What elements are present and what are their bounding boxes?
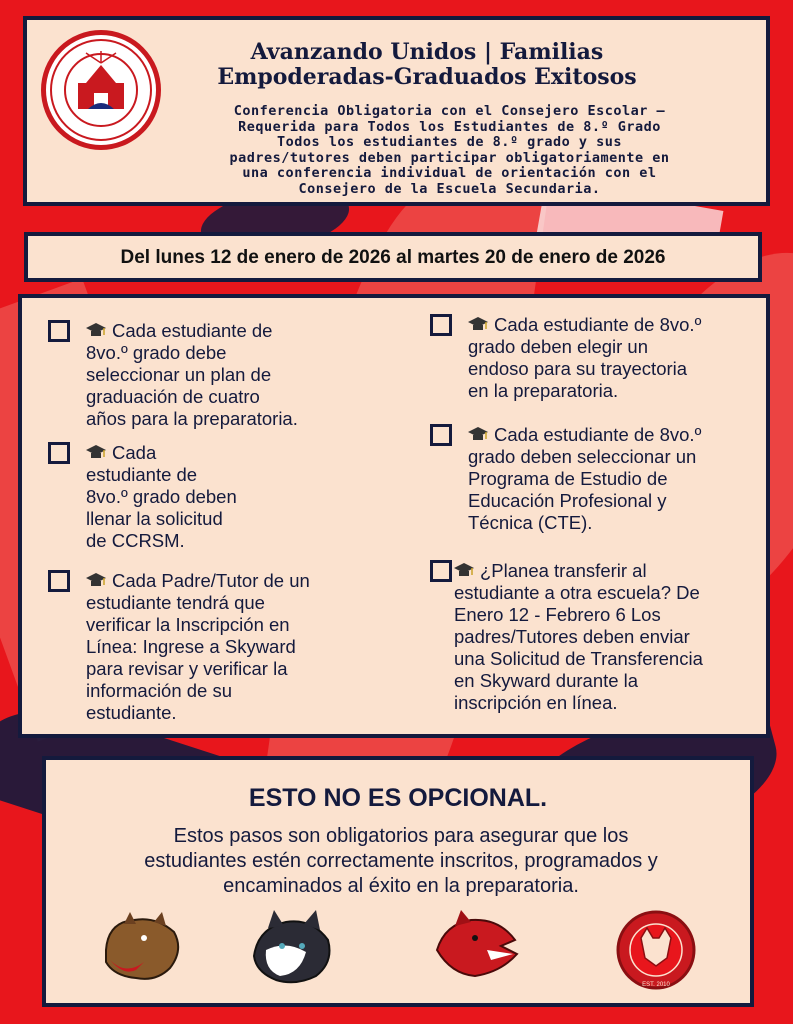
checklist-line: una Solicitud de Transferencia: [454, 648, 703, 669]
checklist-item: [86, 442, 366, 552]
checklist-line: 8vo.º grado debe: [86, 342, 227, 363]
checklist-line: graduación de cuatro: [86, 386, 260, 407]
checklist-text: Cada estudiante de: [112, 320, 273, 341]
checklist-line: 8vo.º grado deben: [86, 486, 237, 507]
checklist-line: seleccionar un plan de: [86, 364, 272, 385]
checklist-line: años para la preparatoria.: [86, 408, 298, 429]
subtitle-line: padres/tutores deben participar obligatoriamente en: [229, 149, 670, 166]
checklist-line: verificar la Inscripción en: [86, 614, 290, 635]
checklist-item: [86, 320, 366, 430]
checklist-panel: [18, 294, 770, 738]
graduation-cap-icon: [468, 427, 488, 443]
checklist-line: Técnica (CTE).: [468, 512, 593, 533]
title-line: Empoderadas-Graduados Exitosos: [217, 64, 637, 90]
checklist-line: [468, 314, 758, 336]
checklist-line: [86, 570, 376, 592]
checklist-line: de CCRSM.: [86, 530, 185, 551]
checkbox[interactable]: [48, 320, 70, 342]
subtitle-text: [167, 104, 732, 197]
header-panel: [23, 16, 770, 206]
checklist-text: ¿Planea transferir al: [480, 560, 647, 581]
checklist-line: Enero 12 - Febrero 6 Los: [454, 604, 661, 625]
footer-panel: [42, 756, 754, 1007]
subtitle-line: Requerida para Todos los Estudiantes de 8.º Grado: [238, 118, 661, 135]
checklist-item: [468, 424, 763, 534]
graduation-cap-icon: [86, 573, 106, 589]
checklist-line: información de su: [86, 680, 233, 701]
early-college-badge-logo: [611, 910, 701, 990]
checklist-line: Educación Profesional y: [468, 490, 667, 511]
checklist-line: endoso para su trayectoria: [468, 358, 688, 379]
footer-body: [86, 824, 716, 899]
checklist-line: Programa de Estudio de: [468, 468, 668, 489]
checklist-text: Cada estudiante de 8vo.º: [494, 424, 702, 445]
checklist-line: para revisar y verificar la: [86, 658, 288, 679]
checklist-line: estudiante.: [86, 702, 177, 723]
footer-line: estudiantes estén correctamente inscritos, programados y: [144, 850, 658, 872]
checklist-line: inscripción en línea.: [454, 692, 618, 713]
checklist-item: [454, 560, 760, 714]
checklist-line: llenar la solicitud: [86, 508, 223, 529]
title-line: Avanzando Unidos | Familias: [250, 39, 604, 65]
checklist-line: estudiante tendrá que: [86, 592, 265, 613]
checklist-line: grado deben elegir un: [468, 336, 649, 357]
footer-line: encaminados al éxito en la preparatoria.: [223, 875, 579, 897]
checkbox[interactable]: [48, 442, 70, 464]
subtitle-line: Conferencia Obligatoria con el Consejero Escolar –: [233, 103, 666, 119]
checklist-item: [86, 570, 376, 724]
footer-heading: ESTO NO ES OPCIONAL.: [248, 784, 548, 812]
bear-mascot-logo: [96, 910, 186, 990]
subtitle-line: Todos los estudiantes de 8.º grado y sus: [276, 134, 623, 150]
subtitle-line: Consejero de la Escuela Secundaria.: [298, 180, 601, 197]
checkbox[interactable]: [430, 424, 452, 446]
graduation-cap-icon: [86, 323, 106, 339]
checklist-line: [468, 424, 763, 446]
checkbox[interactable]: [48, 570, 70, 592]
page-title: [177, 40, 677, 90]
checklist-line: en Skyward durante la: [454, 670, 639, 691]
graduation-cap-icon: [454, 563, 474, 579]
date-range-text: Del lunes 12 de enero de 2026 al martes 20 de enero de 2026: [120, 247, 666, 268]
checklist-line: en la preparatoria.: [468, 380, 619, 401]
checklist-line: padres/Tutores deben enviar: [454, 626, 690, 647]
checklist-line: grado deben seleccionar un: [468, 446, 697, 467]
district-seal-logo: [41, 30, 161, 150]
wolf-mascot-logo: [431, 910, 521, 990]
checklist-line: estudiante de: [86, 464, 198, 485]
checklist-line: Línea: Ingrese a Skyward: [86, 636, 296, 657]
checkbox[interactable]: [430, 560, 452, 582]
checklist-line: [86, 442, 366, 464]
subtitle-line: una conferencia individual de orientación con el: [242, 165, 657, 181]
checklist-text: Cada Padre/Tutor de un: [112, 570, 310, 591]
checklist-line: [454, 560, 760, 582]
seal-graphic: [46, 35, 156, 145]
checkbox[interactable]: [430, 314, 452, 336]
checklist-line: estudiante a otra escuela? De: [454, 582, 700, 603]
checklist-text: Cada: [112, 442, 157, 463]
footer-line: Estos pasos son obligatorios para asegurar que los: [173, 825, 629, 847]
date-range-bar: [24, 232, 762, 282]
checklist-line: [86, 320, 366, 342]
badge-est-text: EST. 2010: [642, 982, 670, 988]
graduation-cap-icon: [86, 445, 106, 461]
checklist-text: Cada estudiante de 8vo.º: [494, 314, 702, 335]
husky-mascot-logo: [246, 910, 336, 990]
checklist-item: [468, 314, 758, 402]
graduation-cap-icon: [468, 317, 488, 333]
